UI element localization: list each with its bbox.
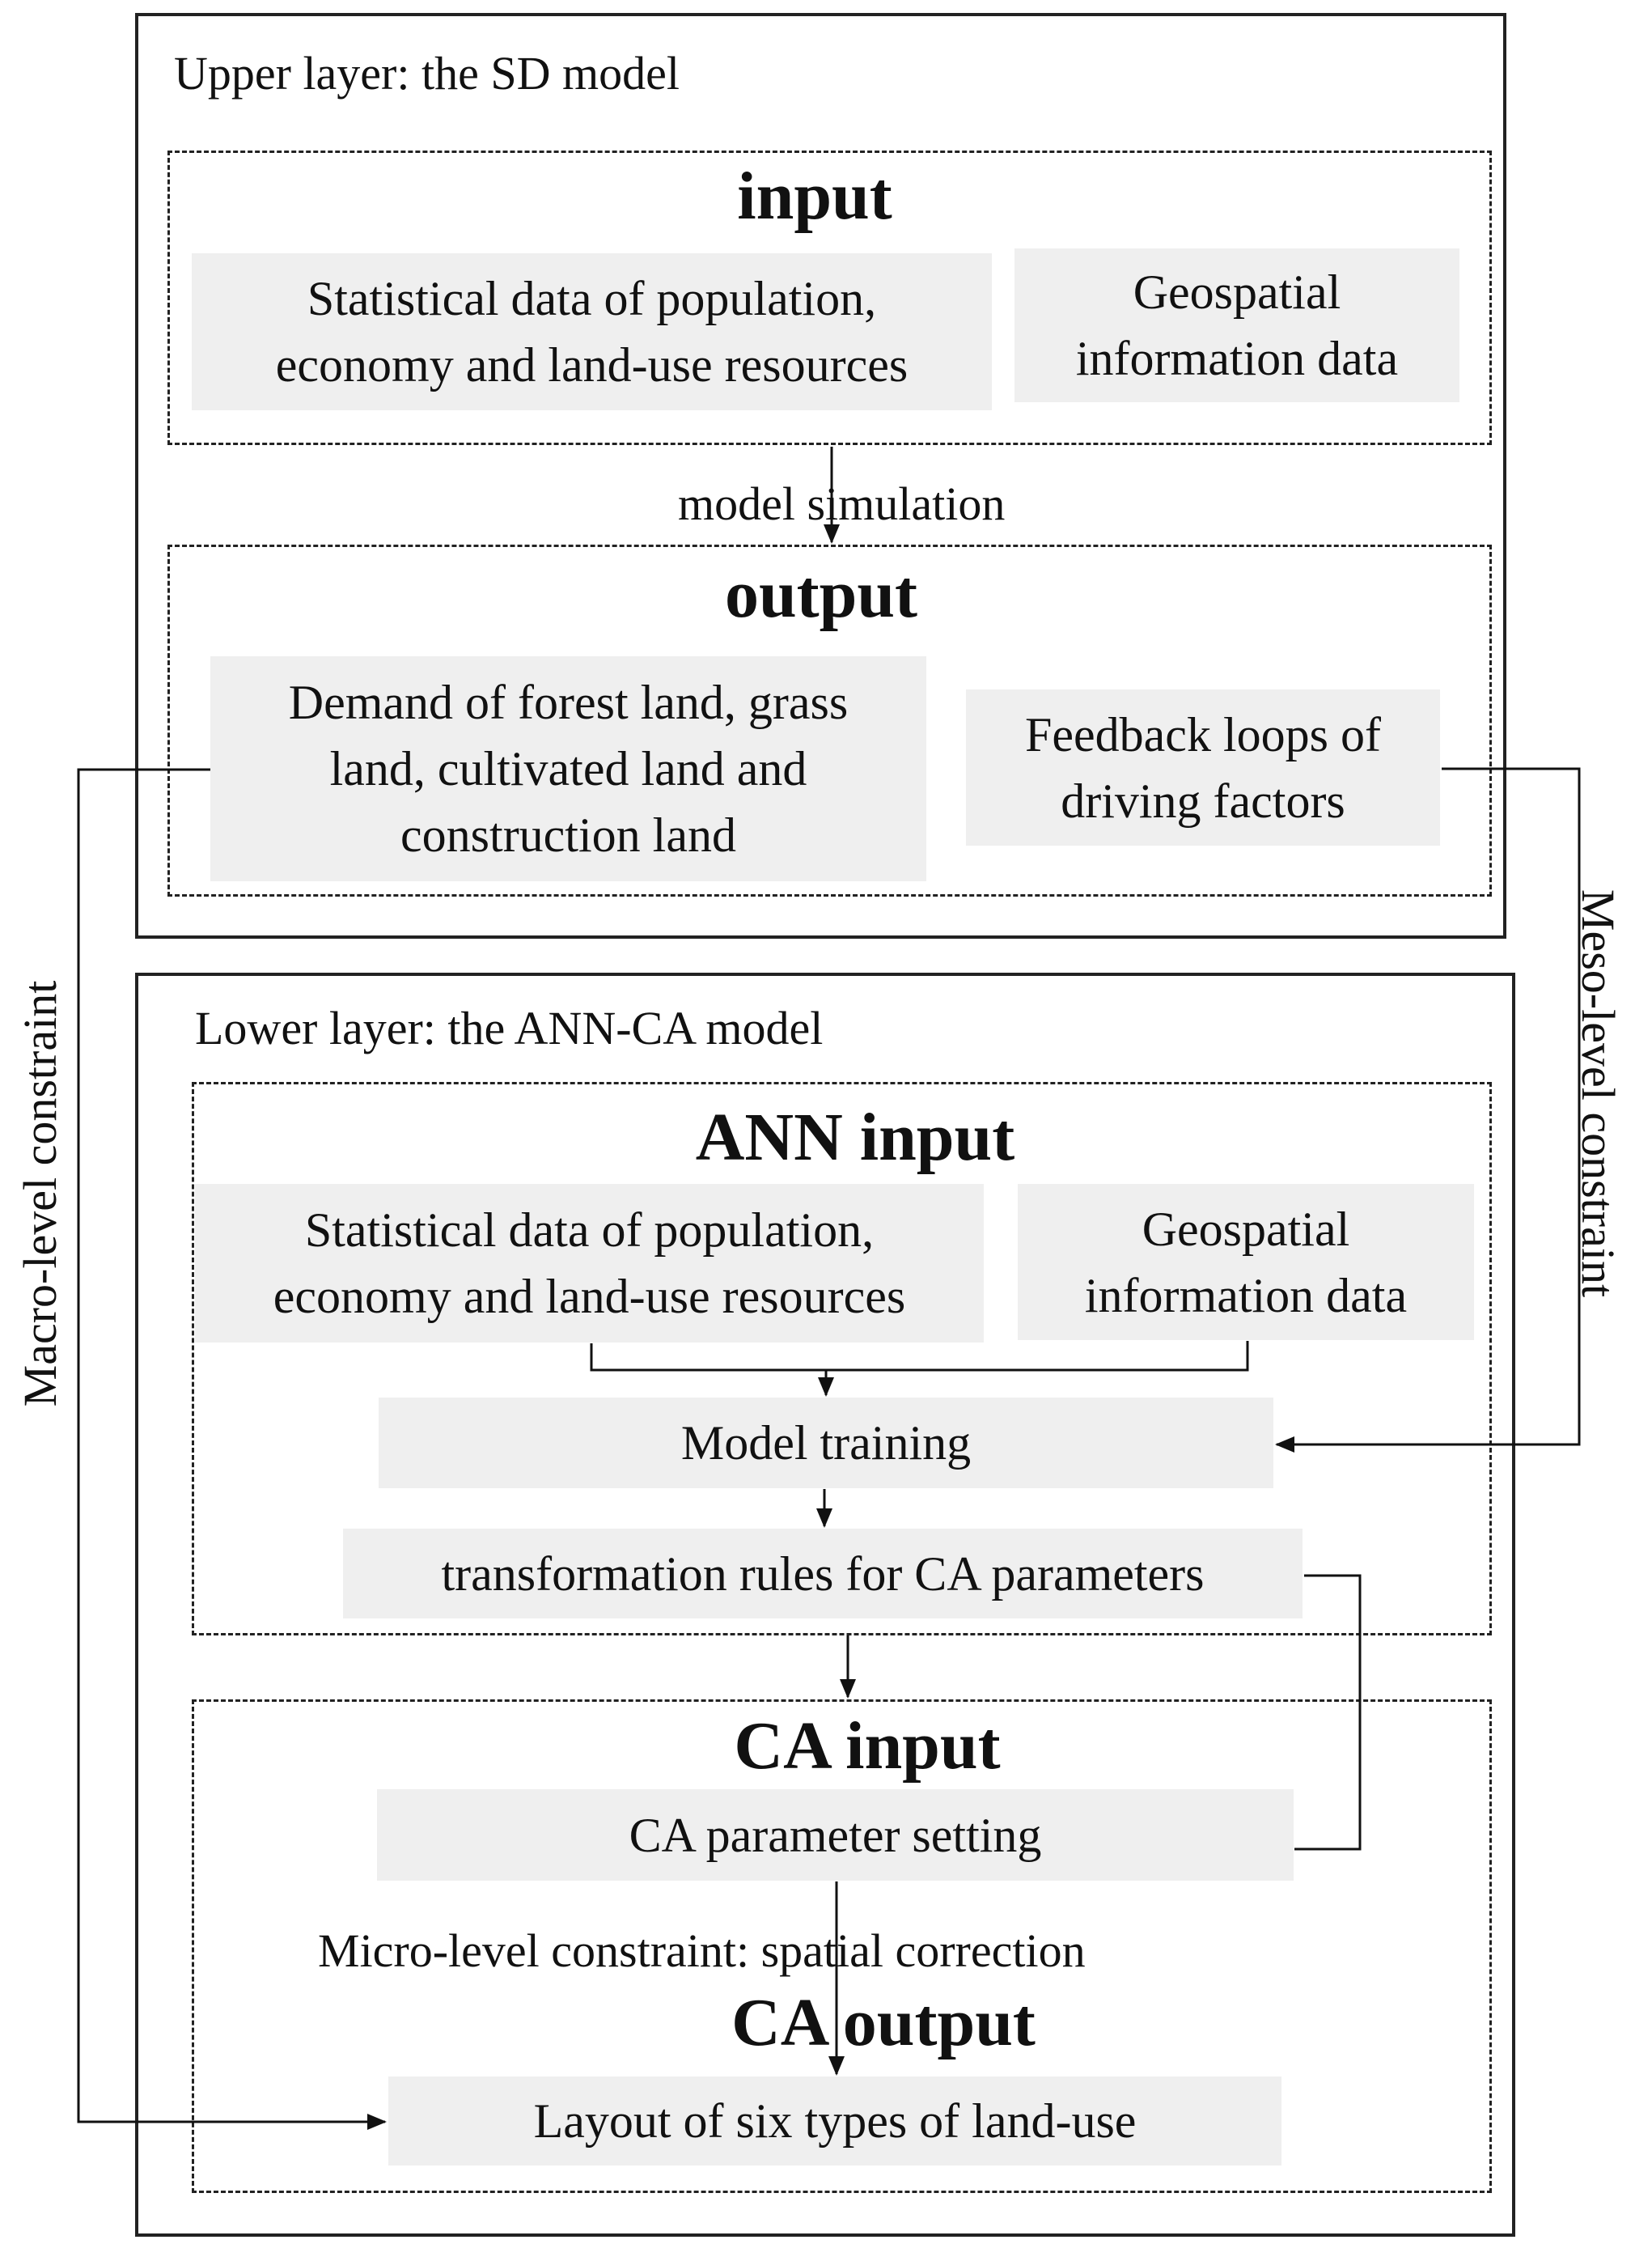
macro-constraint-path bbox=[78, 770, 385, 2122]
rules-to-parameter-bracket bbox=[1294, 1576, 1360, 1849]
ann-input-heading: ANN input bbox=[695, 1100, 1015, 1175]
ann-statistical-data-box: Statistical data of population, economy and land-use resources bbox=[195, 1184, 984, 1343]
macro-level-constraint-label: Macro-level constraint bbox=[14, 980, 66, 1407]
ann-inputs-merge-line bbox=[591, 1341, 1247, 1370]
meso-constraint-path bbox=[1277, 769, 1579, 1444]
ca-output-heading: CA output bbox=[731, 1985, 1036, 2060]
ann-geospatial-data-box: Geospatial information data bbox=[1018, 1184, 1474, 1340]
ca-input-heading: CA input bbox=[734, 1708, 1001, 1784]
sd-output-heading: output bbox=[724, 557, 918, 632]
model-training-box: Model training bbox=[379, 1398, 1273, 1488]
ca-parameter-setting-box: CA parameter setting bbox=[377, 1789, 1294, 1881]
feedback-loops-box: Feedback loops of driving factors bbox=[966, 689, 1440, 846]
sd-statistical-data-box: Statistical data of population, economy and land-use resources bbox=[192, 253, 992, 410]
land-use-layout-box: Layout of six types of land-use bbox=[388, 2076, 1281, 2166]
sd-input-heading: input bbox=[737, 159, 892, 234]
micro-level-constraint-label: Micro-level constraint: spatial correction bbox=[318, 1924, 1086, 1977]
upper-layer-title: Upper layer: the SD model bbox=[174, 47, 680, 100]
sd-geospatial-data-box: Geospatial information data bbox=[1014, 248, 1459, 402]
transformation-rules-box: transformation rules for CA parameters bbox=[343, 1529, 1303, 1618]
lower-layer-title: Lower layer: the ANN-CA model bbox=[195, 1002, 824, 1054]
meso-level-constraint-label: Meso-level constraint bbox=[1572, 889, 1624, 1298]
model-simulation-label: model simulation bbox=[678, 477, 1006, 530]
land-demand-box: Demand of forest land, grass land, cultivated land and construction land bbox=[210, 656, 926, 881]
